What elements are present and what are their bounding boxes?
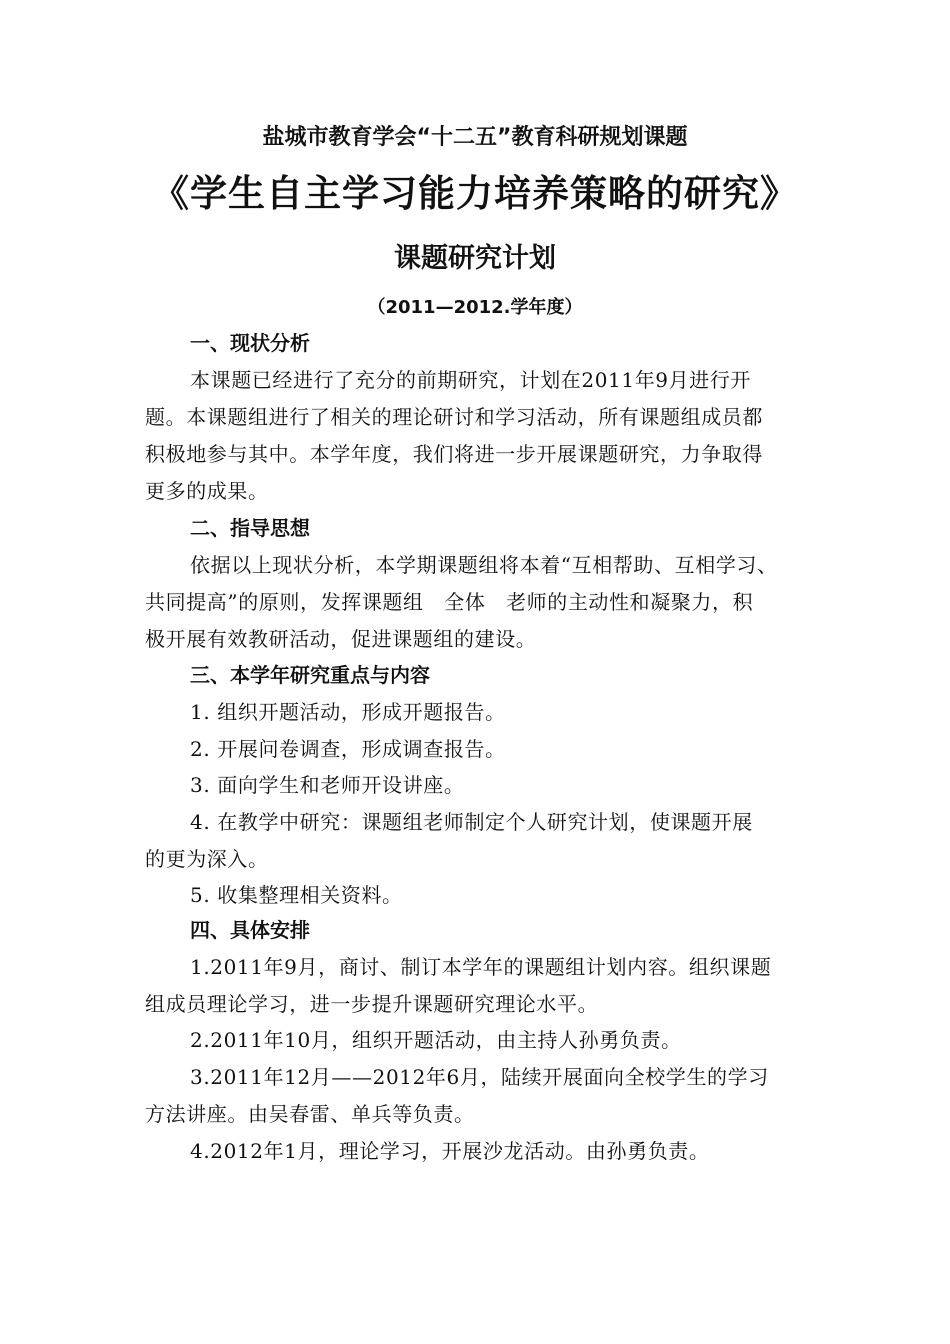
schedule-item: 1.2011年9月，商讨、制订本学年的课题组计划内容。组织课题 bbox=[190, 955, 772, 979]
paragraph-line: 更多的成果。 bbox=[145, 479, 269, 503]
paragraph-line: 极开展有效教研活动，促进课题组的建设。 bbox=[145, 627, 537, 651]
plan-title: 课题研究计划 bbox=[394, 243, 556, 274]
paragraph-line: 本课题已经进行了充分的前期研究，计划在2011年9月进行开 bbox=[190, 368, 752, 392]
document-title: 《学生自主学习能力培养策略的研究》 bbox=[152, 172, 798, 215]
schedule-item: 3.2011年12月——2012年6月，陆续开展面向全校学生的学习 bbox=[190, 1065, 769, 1089]
schedule-item-continuation: 方法讲座。由吴春雷、单兵等负责。 bbox=[145, 1102, 475, 1126]
list-item: 1. 组织开题活动，形成开题报告。 bbox=[190, 700, 506, 724]
section-heading-focus: 三、本学年研究重点与内容 bbox=[190, 663, 430, 687]
list-item: 4. 在教学中研究：课题组老师制定个人研究计划，使课题开展 bbox=[190, 810, 753, 834]
paragraph-line: 题。本课题组进行了相关的理论研讨和学习活动，所有课题组成员都 bbox=[145, 405, 763, 429]
list-item: 2. 开展问卷调查，形成调查报告。 bbox=[190, 737, 506, 761]
list-item: 3. 面向学生和老师开设讲座。 bbox=[190, 773, 465, 797]
document-subtitle: 盐城市教育学会“十二五”教育科研规划课题 bbox=[262, 125, 688, 150]
paragraph-line: 依据以上现状分析，本学期课题组将本着“互相帮助、互相学习、 bbox=[190, 553, 778, 577]
schedule-item-continuation: 组成员理论学习，进一步提升课题研究理论水平。 bbox=[145, 992, 599, 1016]
list-item: 5. 收集整理相关资料。 bbox=[190, 883, 403, 907]
section-heading-guidance: 二、指导思想 bbox=[190, 516, 310, 540]
paragraph-line: 积极地参与其中。本学年度，我们将进一步开展课题研究，力争取得 bbox=[145, 442, 763, 466]
section-heading-status: 一、现状分析 bbox=[190, 331, 310, 355]
paragraph-line: 共同提高”的原则，发挥课题组 全体 老师的主动性和凝聚力，积 bbox=[145, 590, 754, 614]
academic-year: （2011—2012.学年度） bbox=[367, 297, 583, 318]
schedule-item: 4.2012年1月，理论学习，开展沙龙活动。由孙勇负责。 bbox=[190, 1139, 710, 1163]
section-heading-schedule: 四、具体安排 bbox=[190, 918, 310, 942]
list-item-continuation: 的更为深入。 bbox=[145, 847, 269, 871]
schedule-item: 2.2011年10月，组织开题活动，由主持人孙勇负责。 bbox=[190, 1028, 682, 1052]
